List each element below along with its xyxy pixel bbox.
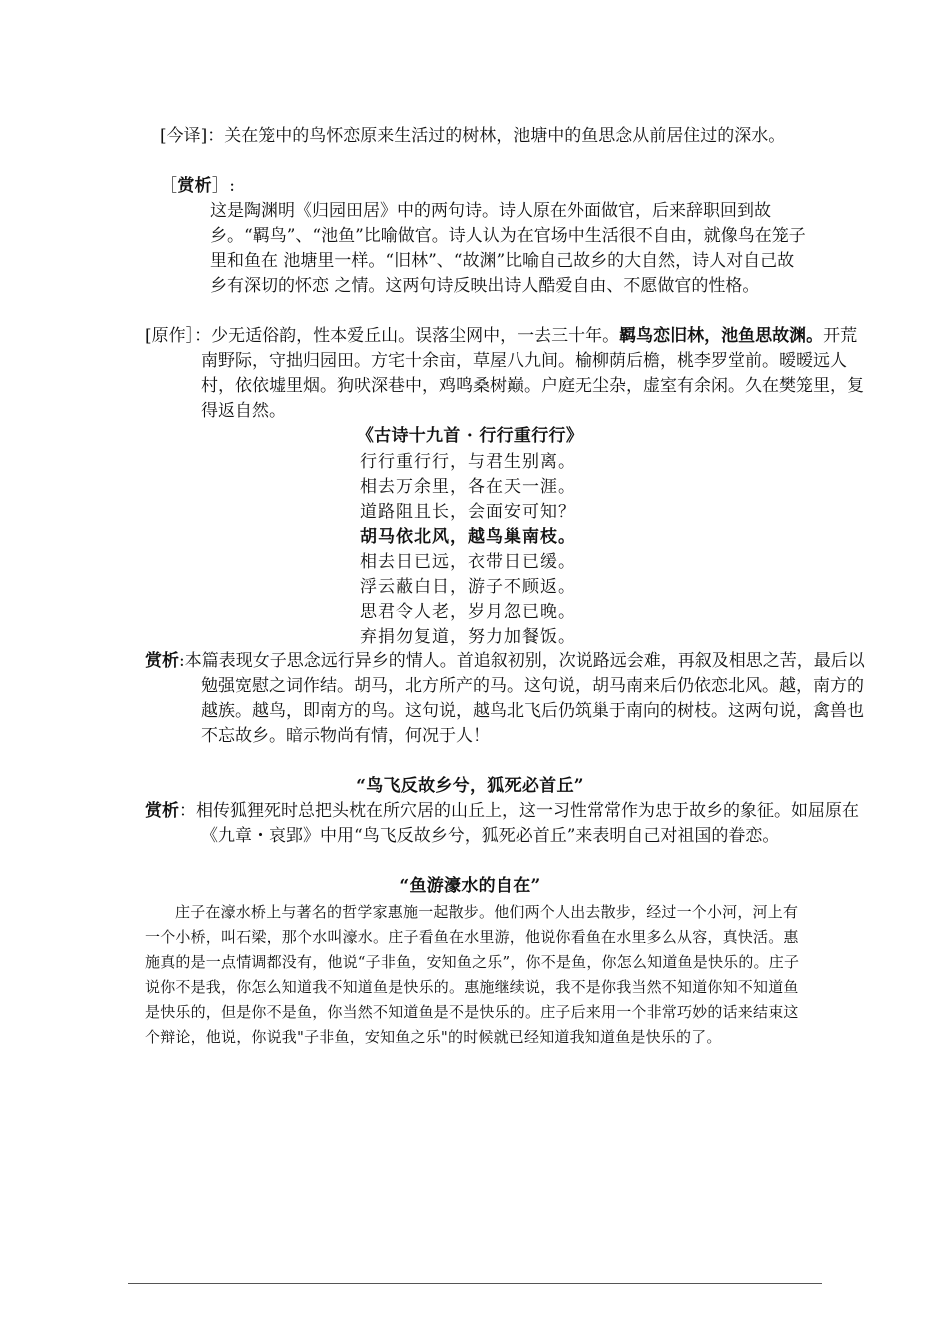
bracket-open: ［ (160, 176, 178, 196)
poem-line: 道路阻且长，会面安可知？ (360, 502, 576, 522)
appreciation-paragraph (210, 199, 810, 299)
poem-line: 胡马依北风，越鸟巢南枝。 (360, 527, 576, 547)
bracket-close: ］: (211, 176, 236, 196)
fish-story-paragraph: 庄子在濠水桥上与著名的哲学家惠施一起散步。他们两个人出去散步，经过一个小河，河上有一个小桥，叫石梁，那个水叫濠水。庄子看鱼在水里游，他说你看鱼在水里多么从容，真快活。惠施真的是一点情调都没有，他说“子非鱼，安知鱼之乐”，你不是鱼，你怎么知道鱼是快乐的。庄子说你不是我，你怎么知道我不知道鱼是快乐的。惠施继续说，我不是你我当然不知道你知不知道鱼是快乐的，但是你不是鱼，你当然不知道鱼是不是快乐的。庄子后来用一个非常巧妙的话来结束这个辩论，他说，你说我"子非鱼，安知鱼之乐"的时候就已经知道我知道鱼是快乐的了。 (145, 903, 800, 1046)
original-text-before: 少无适俗韵，性本爱丘山。误落尘网中，一去三十年。 (211, 326, 620, 346)
poem-line: 行行重行行，与君生别离。 (360, 452, 576, 472)
translation-label: [今译]： (160, 126, 225, 146)
appreciation-heading (160, 174, 235, 199)
original-label: [原作］： (145, 326, 212, 346)
fox-appreciation-text: ：相传狐狸死时总把头枕在所穴居的山丘上，这一习性常常作为忠于故乡的象征。如屈原在《九章・哀郢》中用“鸟飞反故乡兮，狐死必首丘”来表明自己对祖国的眷恋。 (179, 801, 859, 846)
original-text-bold: 羁鸟恋旧林，池鱼思故渊。 (619, 326, 824, 346)
poem-line: 相去日已远，衣带日已缓。 (360, 552, 576, 572)
fox-appreciation-paragraph (145, 799, 866, 849)
appreciation-text: 这是陶渊明《归园田居》中的两句诗。诗人原在外面做官，后来辞职回到故乡。“羁鸟”、“池鱼”比喻做官。诗人认为在官场中生活很不自由，就像鸟在笼子里和鱼在 池塘里一样。“旧林”、“故渊”比喻自己故乡的大自然，诗人对自己故乡有深切的怀恋 之情。这两句诗反映出诗人酷爱自由、不愿做官的性格。 (210, 201, 806, 296)
poem-line: 相去万余里，各在天一涯。 (360, 477, 576, 497)
poem-title: 《古诗十九首 · 行行重行行》 (356, 426, 584, 446)
poem-line: 浮云蔽白日，游子不顾返。 (360, 577, 576, 597)
fox-appreciation-label: 赏析 (145, 801, 179, 821)
fish-heading: “鱼游濠水的自在” (399, 876, 541, 896)
translation-text: 关在笼中的鸟怀恋原来生活过的树林，池塘中的鱼思念从前居住过的深水。 (224, 126, 786, 146)
footer-divider (128, 1283, 822, 1284)
original-text-after: 开荒南野际，守拙归园田。方宅十余亩，草屋八九间。榆柳荫后檐，桃李罗堂前。暧暧远人村，依依墟里烟。狗吠深巷中，鸡鸣桑树巅。户庭无尘杂，虚室有余闲。久在樊笼里，复得返自然。 (201, 326, 864, 421)
translation-paragraph (160, 124, 810, 149)
poem-appreciation-label: 赏析 (145, 651, 179, 671)
original-paragraph (145, 324, 866, 424)
appreciation-label: 赏析 (177, 176, 212, 196)
poem-line: 思君令人老，岁月忽已晚。 (360, 602, 576, 622)
fox-heading: “鸟飞反故乡兮，狐死必首丘” (356, 776, 584, 796)
poem-body (360, 450, 576, 650)
poem-line: 弃捐勿复道，努力加餐饭。 (360, 627, 576, 647)
poem-appreciation-text: :本篇表现女子思念远行异乡的情人。首追叙初别，次说路远会难，再叙及相思之苦，最后以勉强宽慰之词作结。胡马，北方所产的马。这句说，胡马南来后仍依恋北风。越，南方的越族。越鸟，即南方的鸟。这句说，越鸟北飞后仍筑巢于南向的树枝。这两句说，禽兽也不忘故乡。暗示物尚有情，何况于人！ (179, 651, 865, 746)
poem-appreciation-paragraph (145, 649, 866, 749)
